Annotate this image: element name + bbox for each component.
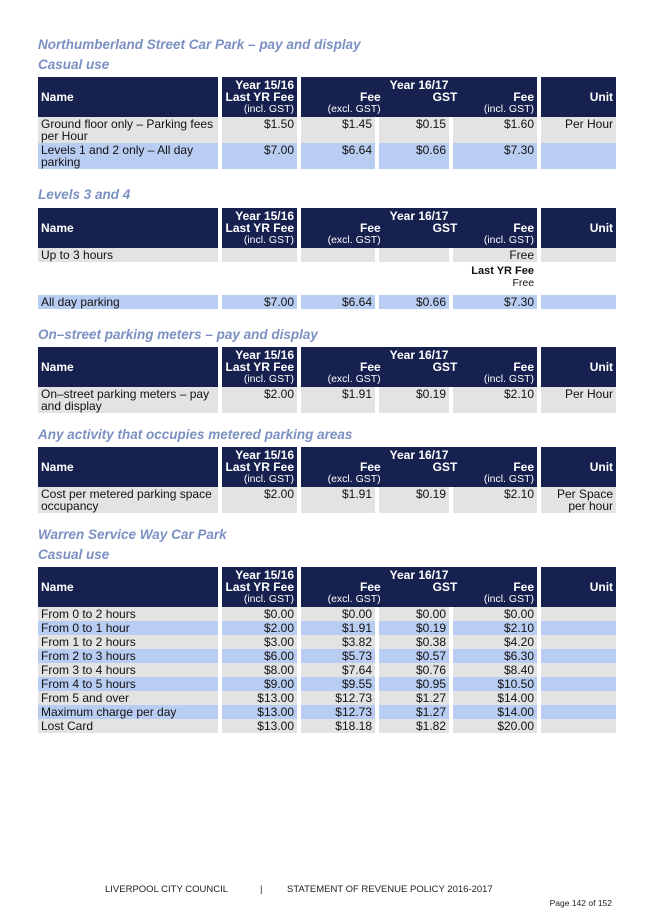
section-heading: Any activity that occupies metered parking areas bbox=[38, 427, 353, 442]
cell-gst: $0.66 bbox=[379, 295, 449, 309]
header-last-yr-fee: Last YR Fee bbox=[225, 360, 294, 374]
cell-gst: $0.95 bbox=[379, 677, 449, 691]
footer-document-title: STATEMENT OF REVENUE POLICY 2016-2017 bbox=[287, 884, 493, 895]
footer-council: LIVERPOOL CITY COUNCIL bbox=[105, 884, 229, 895]
header-excl-gst: (excl. GST) bbox=[327, 234, 381, 246]
cell-last: $2.00 bbox=[222, 487, 297, 513]
cell-fee-in: $2.10 bbox=[453, 387, 537, 413]
header-last-yr bbox=[222, 208, 297, 248]
fee-table-levels-3-4 bbox=[34, 208, 620, 309]
table-row bbox=[38, 719, 616, 733]
note-row bbox=[38, 262, 616, 295]
cell-unit bbox=[541, 649, 616, 663]
cell-fee-ex: $1.91 bbox=[301, 387, 375, 413]
header-year1617-group bbox=[301, 447, 537, 487]
cell-last: $9.00 bbox=[222, 677, 297, 691]
cell-unit bbox=[541, 677, 616, 691]
cell-gst: $1.27 bbox=[379, 691, 449, 705]
table-header-row bbox=[38, 77, 616, 117]
header-name: Name bbox=[38, 567, 218, 607]
header-fee-in: Fee bbox=[513, 460, 535, 474]
fee-table-metered-occupancy bbox=[34, 447, 620, 513]
header-fee-in: Fee bbox=[513, 580, 535, 594]
cell-name: On–street parking meters – pay and display bbox=[38, 387, 218, 413]
table-row bbox=[38, 387, 616, 413]
table-row bbox=[38, 143, 616, 169]
cell-fee-ex: $1.45 bbox=[301, 117, 375, 143]
header-year1516: Year 15/16 bbox=[235, 448, 294, 462]
table-row bbox=[38, 663, 616, 677]
cell-fee-in: $14.00 bbox=[453, 705, 537, 719]
cell-fee-in: $7.30 bbox=[453, 295, 537, 309]
header-excl-gst: (excl. GST) bbox=[327, 593, 381, 605]
table-row bbox=[38, 635, 616, 649]
section-heading: On–street parking meters – pay and display bbox=[38, 327, 318, 342]
cell-gst: $0.00 bbox=[379, 607, 449, 621]
cell-fee-ex: $0.00 bbox=[301, 607, 375, 621]
cell-gst: $0.19 bbox=[379, 621, 449, 635]
fee-table-on-street-meters bbox=[34, 347, 620, 413]
cell-fee-ex: $9.55 bbox=[301, 677, 375, 691]
cell-fee-in: $2.10 bbox=[453, 487, 537, 513]
cell-fee-in: $4.20 bbox=[453, 635, 537, 649]
fee-table-warren-casual bbox=[34, 567, 620, 733]
header-last-yr bbox=[222, 77, 297, 117]
cell-unit: Per Space per hour bbox=[541, 487, 616, 513]
header-unit: Unit bbox=[541, 77, 616, 117]
cell-fee-ex: $7.64 bbox=[301, 663, 375, 677]
header-excl-gst: (excl. GST) bbox=[327, 103, 381, 115]
table-row bbox=[38, 295, 616, 309]
cell-gst: $0.19 bbox=[379, 387, 449, 413]
page-number: Page 142 of 152 bbox=[549, 898, 612, 908]
cell-unit bbox=[541, 719, 616, 733]
header-incl-gst2: (incl. GST) bbox=[483, 473, 535, 485]
table-row bbox=[38, 487, 616, 513]
header-gst: GST bbox=[432, 221, 458, 235]
header-fee-ex: Fee bbox=[359, 360, 381, 374]
header-year1516: Year 15/16 bbox=[235, 78, 294, 92]
cell-fee-ex: $6.64 bbox=[301, 295, 375, 309]
header-incl-gst: (incl. GST) bbox=[243, 593, 294, 605]
cell-last: $13.00 bbox=[222, 719, 297, 733]
header-year1617: Year 16/17 bbox=[389, 568, 449, 582]
header-gst: GST bbox=[432, 580, 458, 594]
cell-last: $0.00 bbox=[222, 607, 297, 621]
header-name: Name bbox=[38, 208, 218, 248]
table-row bbox=[38, 705, 616, 719]
cell-last: $2.00 bbox=[222, 621, 297, 635]
cell-name: All day parking bbox=[38, 295, 218, 309]
cell-last: $3.00 bbox=[222, 635, 297, 649]
table-row bbox=[38, 607, 616, 621]
header-year1617: Year 16/17 bbox=[389, 78, 449, 92]
header-year1617: Year 16/17 bbox=[389, 348, 449, 362]
header-name: Name bbox=[38, 447, 218, 487]
header-fee-ex: Fee bbox=[359, 460, 381, 474]
cell-last: $13.00 bbox=[222, 691, 297, 705]
header-last-yr-fee: Last YR Fee bbox=[225, 460, 294, 474]
cell-name: Maximum charge per day bbox=[38, 705, 218, 719]
header-year1617-group bbox=[301, 567, 537, 607]
header-gst: GST bbox=[432, 360, 458, 374]
cell-fee-ex: $12.73 bbox=[301, 705, 375, 719]
header-unit: Unit bbox=[541, 447, 616, 487]
cell-fee-in: $8.40 bbox=[453, 663, 537, 677]
cell-fee-ex: $12.73 bbox=[301, 691, 375, 705]
fee-table-northumberland-casual bbox=[34, 77, 620, 169]
table-row bbox=[38, 649, 616, 663]
cell-gst: $0.19 bbox=[379, 487, 449, 513]
header-last-yr-fee: Last YR Fee bbox=[225, 580, 294, 594]
table-row bbox=[38, 117, 616, 143]
header-fee-ex: Fee bbox=[359, 580, 381, 594]
header-incl-gst: (incl. GST) bbox=[243, 103, 294, 115]
cell-gst: $0.66 bbox=[379, 143, 449, 169]
cell-fee-in: $14.00 bbox=[453, 691, 537, 705]
header-year1617-group bbox=[301, 347, 537, 387]
header-year1617: Year 16/17 bbox=[389, 209, 449, 223]
cell-fee-in: $10.50 bbox=[453, 677, 537, 691]
cell-fee-ex: $5.73 bbox=[301, 649, 375, 663]
cell-unit bbox=[541, 143, 616, 169]
cell-last: $8.00 bbox=[222, 663, 297, 677]
cell-unit bbox=[541, 663, 616, 677]
header-fee-in: Fee bbox=[513, 221, 535, 235]
header-last-yr bbox=[222, 567, 297, 607]
cell-name: Up to 3 hours bbox=[38, 248, 218, 262]
cell-gst: $0.15 bbox=[379, 117, 449, 143]
table-header-row bbox=[38, 567, 616, 607]
table-row bbox=[38, 621, 616, 635]
header-excl-gst: (excl. GST) bbox=[327, 473, 381, 485]
cell-unit bbox=[541, 635, 616, 649]
cell-fee-ex: $18.18 bbox=[301, 719, 375, 733]
cell-unit: Per Hour bbox=[541, 387, 616, 413]
cell-unit: Per Hour bbox=[541, 117, 616, 143]
table-header-row bbox=[38, 447, 616, 487]
subsection-heading: Levels 3 and 4 bbox=[38, 187, 131, 202]
cell-name: From 0 to 2 hours bbox=[38, 607, 218, 621]
cell-fee-in: $7.30 bbox=[453, 143, 537, 169]
cell-name: From 3 to 4 hours bbox=[38, 663, 218, 677]
cell-last: $2.00 bbox=[222, 387, 297, 413]
header-incl-gst2: (incl. GST) bbox=[483, 593, 535, 605]
header-year1516: Year 15/16 bbox=[235, 568, 294, 582]
cell-last: $7.00 bbox=[222, 295, 297, 309]
cell-unit bbox=[541, 607, 616, 621]
header-year1617-group bbox=[301, 208, 537, 248]
header-gst: GST bbox=[432, 460, 458, 474]
header-last-yr-fee: Last YR Fee bbox=[225, 90, 294, 104]
header-incl-gst2: (incl. GST) bbox=[483, 234, 535, 246]
header-year1516: Year 15/16 bbox=[235, 348, 294, 362]
subsection-heading: Casual use bbox=[38, 547, 110, 562]
cell-gst: $0.57 bbox=[379, 649, 449, 663]
cell-fee-in: $2.10 bbox=[453, 621, 537, 635]
cell-last: $1.50 bbox=[222, 117, 297, 143]
cell-unit bbox=[541, 295, 616, 309]
cell-fee-in: $20.00 bbox=[453, 719, 537, 733]
cell-name: From 5 and over bbox=[38, 691, 218, 705]
header-name: Name bbox=[38, 77, 218, 117]
section-heading: Northumberland Street Car Park – pay and display bbox=[38, 37, 361, 52]
header-unit: Unit bbox=[541, 567, 616, 607]
header-fee-ex: Fee bbox=[359, 90, 381, 104]
cell-unit bbox=[541, 691, 616, 705]
header-last-yr bbox=[222, 447, 297, 487]
header-last-yr bbox=[222, 347, 297, 387]
header-year1617-group bbox=[301, 77, 537, 117]
table-header-row bbox=[38, 208, 616, 248]
cell-name: Cost per metered parking space occupancy bbox=[38, 487, 218, 513]
cell-fee-ex: $3.82 bbox=[301, 635, 375, 649]
header-unit: Unit bbox=[541, 347, 616, 387]
cell-name: From 2 to 3 hours bbox=[38, 649, 218, 663]
header-gst: GST bbox=[432, 90, 458, 104]
header-incl-gst: (incl. GST) bbox=[243, 473, 294, 485]
header-year1617: Year 16/17 bbox=[389, 448, 449, 462]
header-fee-ex: Fee bbox=[359, 221, 381, 235]
cell-name: Levels 1 and 2 only – All day parking bbox=[38, 143, 218, 169]
table-row bbox=[38, 248, 616, 262]
cell-name: Lost Card bbox=[38, 719, 218, 733]
cell-fee-in: Free bbox=[453, 248, 537, 262]
cell-fee-ex: $1.91 bbox=[301, 621, 375, 635]
cell-gst: $1.82 bbox=[379, 719, 449, 733]
cell-last: $6.00 bbox=[222, 649, 297, 663]
cell-name: Ground floor only – Parking fees per Hour bbox=[38, 117, 218, 143]
header-incl-gst: (incl. GST) bbox=[243, 373, 294, 385]
cell-fee-in: $0.00 bbox=[453, 607, 537, 621]
cell-last: $13.00 bbox=[222, 705, 297, 719]
header-unit: Unit bbox=[541, 208, 616, 248]
subsection-heading: Casual use bbox=[38, 57, 110, 72]
header-incl-gst2: (incl. GST) bbox=[483, 103, 535, 115]
footer-separator: | bbox=[260, 884, 263, 895]
header-fee-in: Fee bbox=[513, 90, 535, 104]
table-row bbox=[38, 691, 616, 705]
header-year1516: Year 15/16 bbox=[235, 209, 294, 223]
cell-gst: $0.38 bbox=[379, 635, 449, 649]
cell-name: From 4 to 5 hours bbox=[38, 677, 218, 691]
cell-last: $7.00 bbox=[222, 143, 297, 169]
note-value: Free bbox=[512, 277, 535, 289]
cell-fee-ex: $1.91 bbox=[301, 487, 375, 513]
cell-fee-ex: $6.64 bbox=[301, 143, 375, 169]
cell-name: From 0 to 1 hour bbox=[38, 621, 218, 635]
cell-gst: $1.27 bbox=[379, 705, 449, 719]
header-last-yr-fee: Last YR Fee bbox=[225, 221, 294, 235]
header-fee-in: Fee bbox=[513, 360, 535, 374]
cell-gst: $0.76 bbox=[379, 663, 449, 677]
cell-unit bbox=[541, 621, 616, 635]
cell-name: From 1 to 2 hours bbox=[38, 635, 218, 649]
header-incl-gst: (incl. GST) bbox=[243, 234, 294, 246]
header-incl-gst2: (incl. GST) bbox=[483, 373, 535, 385]
header-excl-gst: (excl. GST) bbox=[327, 373, 381, 385]
header-name: Name bbox=[38, 347, 218, 387]
cell-unit bbox=[541, 705, 616, 719]
note-label: Last YR Fee bbox=[471, 265, 535, 277]
section-heading: Warren Service Way Car Park bbox=[38, 527, 227, 542]
table-row bbox=[38, 677, 616, 691]
table-header-row bbox=[38, 347, 616, 387]
cell-fee-in: $1.60 bbox=[453, 117, 537, 143]
cell-fee-in: $6.30 bbox=[453, 649, 537, 663]
